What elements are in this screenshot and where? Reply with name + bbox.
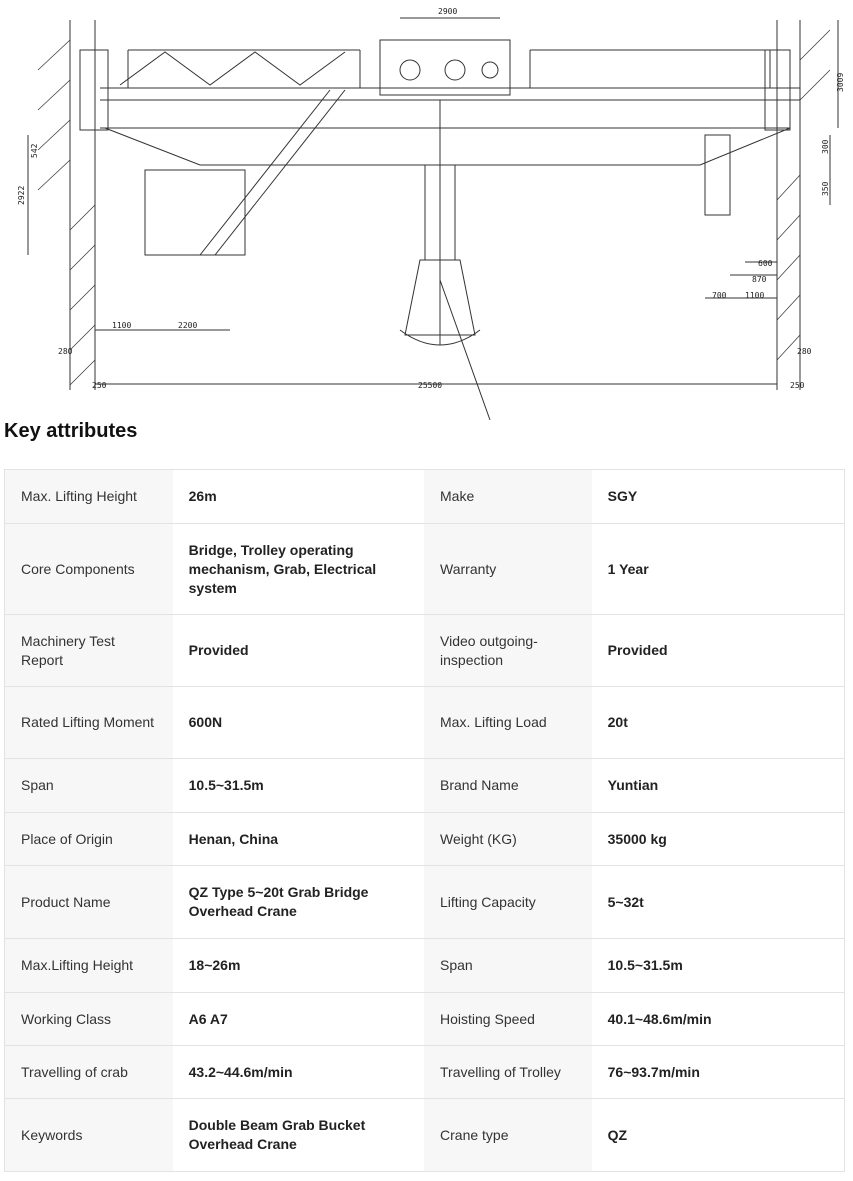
attr-value: 43.2~44.6m/min <box>188 1063 293 1080</box>
attr-key: Crane type <box>424 1099 592 1171</box>
attr-key: Product Name <box>5 866 173 938</box>
attr-key: Brand Name <box>424 759 592 812</box>
dim-right-870: 870 <box>752 275 767 284</box>
attr-row <box>5 524 844 615</box>
attr-value: 1 Year <box>607 560 649 577</box>
attr-row <box>5 470 844 524</box>
dim-right-250: 250 <box>790 381 805 390</box>
attr-row <box>5 993 844 1046</box>
attr-value: Provided <box>607 642 668 658</box>
attr-key: Working Class <box>5 993 173 1045</box>
attr-value: 5~32t <box>607 893 644 910</box>
attr-value: 600N <box>188 714 223 730</box>
attr-row <box>5 866 844 939</box>
dim-right-700: 700 <box>712 291 727 300</box>
attr-key: Travelling of Trolley <box>424 1046 592 1098</box>
attr-key: Machinery Test Report <box>5 615 173 686</box>
attr-row <box>5 1046 844 1099</box>
crane-technical-drawing <box>0 0 853 420</box>
attr-key: Keywords <box>5 1099 173 1171</box>
attr-value: A6 A7 <box>188 1010 228 1027</box>
attr-row <box>5 615 844 687</box>
dim-top-width: 2900 <box>438 7 458 16</box>
dim-right-300: 300 <box>821 139 830 154</box>
dim-left-250: 250 <box>92 381 107 390</box>
attr-key: Place of Origin <box>5 813 173 865</box>
attr-value: Provided <box>188 642 249 658</box>
dim-left-2922: 2922 <box>17 185 26 205</box>
attr-key: Weight (KG) <box>424 813 592 865</box>
key-attributes-heading: Key attributes <box>4 420 138 442</box>
attr-row <box>5 813 844 866</box>
attr-value: Double Beam Grab Bucket Overhead Crane <box>188 1117 366 1152</box>
dim-right-350: 350 <box>821 181 830 196</box>
attr-value: 20t <box>607 714 628 730</box>
attr-value: 10.5~31.5m <box>607 957 683 973</box>
attr-row <box>5 759 844 813</box>
dim-right-600: 600 <box>758 259 773 268</box>
attr-key: Core Components <box>5 524 173 614</box>
attr-value: QZ <box>607 1126 628 1143</box>
attr-value: Yuntian <box>607 777 659 793</box>
attr-value: 40.1~48.6m/min <box>607 1010 712 1027</box>
attr-key: Lifting Capacity <box>424 866 592 938</box>
attr-value: 76~93.7m/min <box>607 1063 700 1080</box>
attr-key: Rated Lifting Moment <box>5 687 173 758</box>
attr-key: Max. Lifting Height <box>5 470 173 523</box>
attr-value: Bridge, Trolley operating mechanism, Grab, Electrical system <box>188 541 377 596</box>
dim-bottom-left-2200: 2200 <box>178 321 198 330</box>
dim-bottom-left-1100: 1100 <box>112 321 132 330</box>
attr-value: 35000 kg <box>607 830 667 847</box>
attr-row <box>5 1099 844 1171</box>
crane-drawing-svg <box>0 0 853 420</box>
attr-key: Travelling of crab <box>5 1046 173 1098</box>
dim-right-280: 280 <box>797 347 812 356</box>
attr-key: Max.Lifting Height <box>5 939 173 992</box>
attr-value: QZ Type 5~20t Grab Bridge Overhead Crane <box>188 884 369 919</box>
attr-key: Hoisting Speed <box>424 993 592 1045</box>
attr-key: Warranty <box>424 524 592 614</box>
attr-key: Span <box>5 759 173 812</box>
dim-left-280: 280 <box>58 347 73 356</box>
attr-key: Max. Lifting Load <box>424 687 592 758</box>
attr-row <box>5 687 844 759</box>
attr-value: 18~26m <box>188 957 241 973</box>
key-attributes-table <box>4 469 845 1172</box>
attr-key: Span <box>424 939 592 992</box>
attr-key: Video outgoing-inspection <box>424 615 592 686</box>
attr-key: Make <box>424 470 592 523</box>
attr-row <box>5 939 844 993</box>
attr-value: 10.5~31.5m <box>188 777 264 793</box>
dim-left-542: 542 <box>30 143 39 158</box>
attr-value: 26m <box>188 488 217 504</box>
dim-right-top-height: 3009 <box>836 72 845 92</box>
attr-value: SGY <box>607 488 638 504</box>
dim-span-total: 25500 <box>418 381 443 390</box>
dim-right-1100: 1100 <box>745 291 765 300</box>
attr-value: Henan, China <box>188 830 279 847</box>
